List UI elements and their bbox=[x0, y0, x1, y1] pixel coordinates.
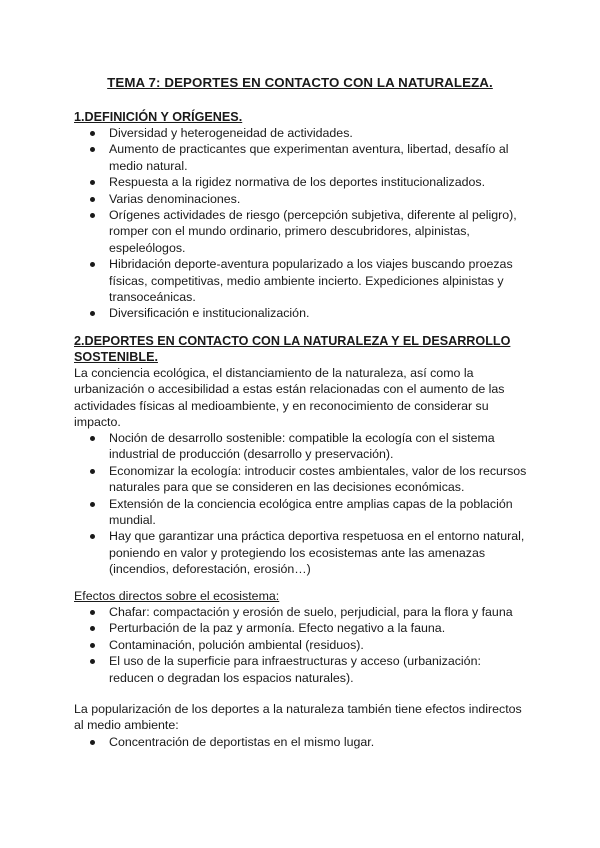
list-item: Varias denominaciones. bbox=[0, 191, 529, 207]
list-item: Hay que garantizar una práctica deportiva respetuosa en el entorno natural, poniendo en valor y protegiendo los ecosistemas ante las amenazas (incendios, deforestación, erosión…) bbox=[0, 528, 529, 577]
effects-list bbox=[0, 604, 600, 686]
list-item: Concentración de deportistas en el mismo lugar. bbox=[0, 734, 529, 750]
bullet-icon bbox=[90, 197, 95, 202]
list-item: Aumento de practicantes que experimentan aventura, libertad, desafío al medio natural. bbox=[0, 141, 529, 174]
bullet-icon bbox=[90, 436, 95, 441]
list-item: Extensión de la conciencia ecológica entre amplias capas de la población mundial. bbox=[0, 496, 529, 529]
list-item: Contaminación, polución ambiental (residuos). bbox=[0, 637, 529, 653]
bullet-icon bbox=[90, 643, 95, 648]
section-2-heading: 2.DEPORTES EN CONTACTO CON LA NATURALEZA Y EL DESARROLLO SOSTENIBLE. bbox=[74, 334, 511, 365]
effects-heading: Efectos directos sobre el ecosistema: bbox=[74, 589, 280, 603]
section-2-intro: La conciencia ecológica, el distanciamiento de la naturaleza, así como la urbanización o accesibilidad a estas están relacionadas con el aumento de las actividades físicas al medioambiente, y en reconocimiento de considerar su impacto. bbox=[74, 366, 505, 430]
bullet-icon bbox=[90, 213, 95, 218]
bullet-icon bbox=[90, 502, 95, 507]
bullet-icon bbox=[90, 659, 95, 664]
list-item: Economizar la ecología: introducir costes ambientales, valor de los recursos naturales para que se consideren en las decisiones económicas. bbox=[0, 463, 529, 496]
bullet-icon bbox=[90, 262, 95, 267]
bullet-icon bbox=[90, 534, 95, 539]
bullet-icon bbox=[90, 131, 95, 136]
list-item: Diversificación e institucionalización. bbox=[0, 305, 529, 321]
section-1-heading: 1.DEFINICIÓN Y ORÍGENES. bbox=[74, 110, 243, 124]
list-item: Noción de desarrollo sostenible: compatible la ecología con el sistema industrial de producción (desarrollo y preservación). bbox=[0, 430, 529, 463]
list-item: Chafar: compactación y erosión de suelo, perjudicial, para la flora y fauna bbox=[0, 604, 529, 620]
indirect-effects-list bbox=[0, 734, 600, 750]
bullet-icon bbox=[90, 147, 95, 152]
list-item: Perturbación de la paz y armonía. Efecto negativo a la fauna. bbox=[0, 620, 529, 636]
page-title: TEMA 7: DEPORTES EN CONTACTO CON LA NATURALEZA. bbox=[107, 75, 493, 90]
bullet-icon bbox=[90, 626, 95, 631]
bullet-icon bbox=[90, 180, 95, 185]
section-1-list bbox=[0, 125, 600, 322]
section-2-list bbox=[0, 430, 600, 578]
list-item: El uso de la superficie para infraestructuras y acceso (urbanización: reducen o degradan los espacios naturales). bbox=[0, 653, 529, 686]
list-item: Hibridación deporte-aventura popularizado a los viajes buscando proezas físicas, competitivas, medio ambiente incierto. Expediciones alpinistas y transoceánicas. bbox=[0, 256, 529, 305]
indirect-effects-intro: La popularización de los deportes a la naturaleza también tiene efectos indirectos al medio ambiente: bbox=[74, 702, 522, 733]
bullet-icon bbox=[90, 311, 95, 316]
bullet-icon bbox=[90, 469, 95, 474]
list-item: Respuesta a la rigidez normativa de los deportes institucionalizados. bbox=[0, 174, 529, 190]
list-item: Diversidad y heterogeneidad de actividades. bbox=[0, 125, 529, 141]
list-item: Orígenes actividades de riesgo (percepción subjetiva, diferente al peligro), romper con el mundo ordinario, primero descubridores, alpinistas, espeleólogos. bbox=[0, 207, 529, 256]
bullet-icon bbox=[90, 740, 95, 745]
bullet-icon bbox=[90, 610, 95, 615]
